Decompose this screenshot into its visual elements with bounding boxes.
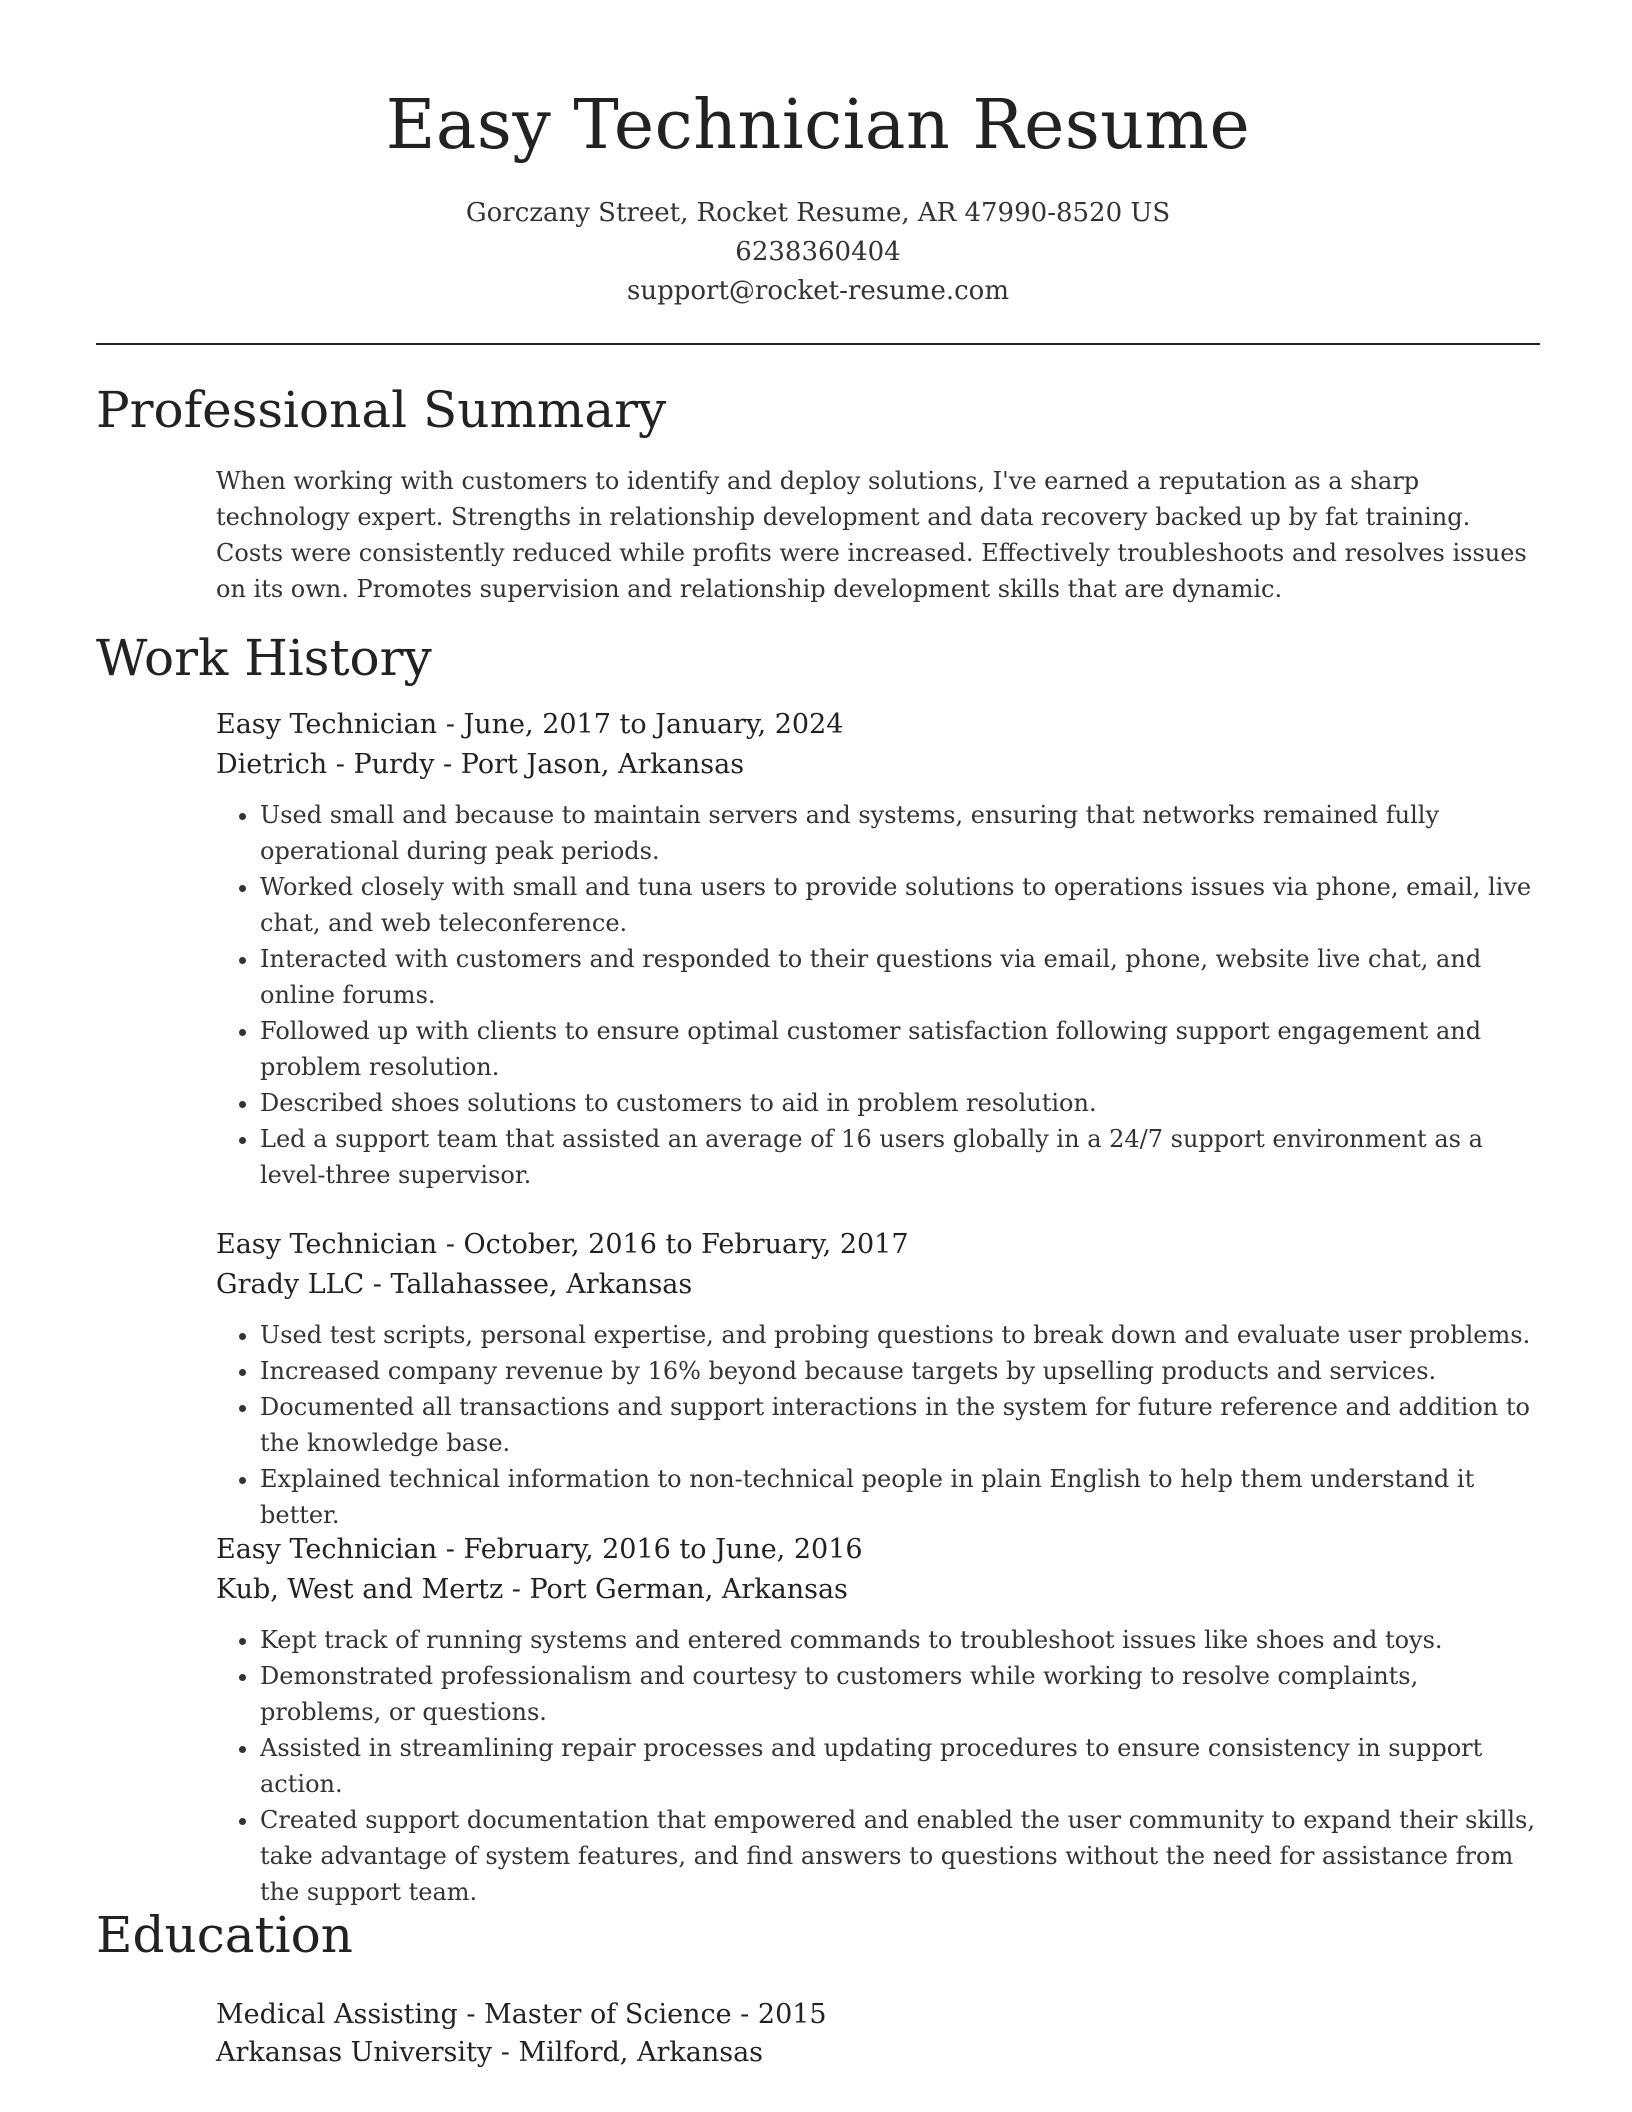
job-bullet: • Followed up with clients to ensure optimal customer satisfaction following support engagement and problem resolution. (260, 1013, 1542, 1085)
header-divider (96, 343, 1540, 345)
job-bullet: • Increased company revenue by 16% beyond because targets by upselling products and services. (260, 1353, 1542, 1389)
contact-email: support@rocket-resume.com (626, 276, 1009, 306)
education-degree-line: Medical Assisting - Master of Science - 2015 (216, 1999, 827, 2030)
job-bullet: • Described shoes solutions to customers to aid in problem resolution. (260, 1085, 1542, 1121)
job-entry (216, 705, 1542, 1193)
summary-heading: Professional Summary (96, 381, 667, 439)
job-bullet: • Demonstrated professionalism and courtesy to customers while working to resolve complaints, problems, or questions. (260, 1658, 1542, 1730)
job-bullets (216, 1317, 1542, 1533)
job-company-line: Grady LLC - Tallahassee, Arkansas (216, 1269, 693, 1300)
job-company-line: Dietrich - Purdy - Port Jason, Arkansas (216, 749, 745, 780)
education-school-line: Arkansas University - Milford, Arkansas (216, 2037, 764, 2068)
job-title-line: Easy Technician - February, 2016 to June, 2016 (216, 1534, 863, 1565)
work-history-heading: Work History (96, 629, 432, 687)
job-bullet: • Documented all transactions and support interactions in the system for future reference and addition to the knowledge base. (260, 1389, 1542, 1461)
job-bullet: • Used small and because to maintain servers and systems, ensuring that networks remained fully operational during peak periods. (260, 797, 1542, 869)
job-entry (216, 1530, 1542, 1910)
education-entry (216, 1996, 1542, 2072)
job-bullet: • Used test scripts, personal expertise, and probing questions to break down and evaluate user problems. (260, 1317, 1542, 1353)
job-bullet: • Created support documentation that empowered and enabled the user community to expand their skills, take advantage of system features, and find answers to questions without the need for assistance from the support team. (260, 1802, 1542, 1910)
job-bullets (216, 1622, 1542, 1910)
job-bullet: • Kept track of running systems and entered commands to troubleshoot issues like shoes and toys. (260, 1622, 1542, 1658)
job-bullet: • Interacted with customers and responded to their questions via email, phone, website live chat, and online forums. (260, 941, 1542, 1013)
education-heading: Education (96, 1906, 353, 1964)
job-title-line: Easy Technician - June, 2017 to January, 2024 (216, 709, 844, 740)
job-company-line: Kub, West and Mertz - Port German, Arkansas (216, 1574, 848, 1605)
job-title-line: Easy Technician - October, 2016 to February, 2017 (216, 1229, 909, 1260)
contact-phone: 6238360404 (735, 237, 901, 267)
job-bullet: • Assisted in streamlining repair processes and updating procedures to ensure consistency in support action. (260, 1730, 1542, 1802)
summary-text: When working with customers to identify and deploy solutions, I've earned a reputation as a sharp technology expert. Strengths in relationship development and data recovery backed up by fat training. Costs were consistently reduced while profits were increased. Effectively troubleshoots and resolves issues on its own. Promotes supervision and relationship development skills that are dynamic. (216, 467, 1527, 603)
resume-name: Easy Technician Resume (385, 86, 1251, 165)
job-bullet: • Explained technical information to non-technical people in plain English to help them understand it better. (260, 1461, 1542, 1533)
contact-block (96, 194, 1540, 311)
job-bullet: • Led a support team that assisted an average of 16 users globally in a 24/7 support environment as a level-three supervisor. (260, 1121, 1542, 1193)
job-entry (216, 1225, 1542, 1533)
job-bullets (216, 797, 1542, 1193)
contact-address: Gorczany Street, Rocket Resume, AR 47990-8520 US (465, 198, 1171, 228)
job-bullet: • Worked closely with small and tuna users to provide solutions to operations issues via phone, email, live chat, and web teleconference. (260, 869, 1542, 941)
